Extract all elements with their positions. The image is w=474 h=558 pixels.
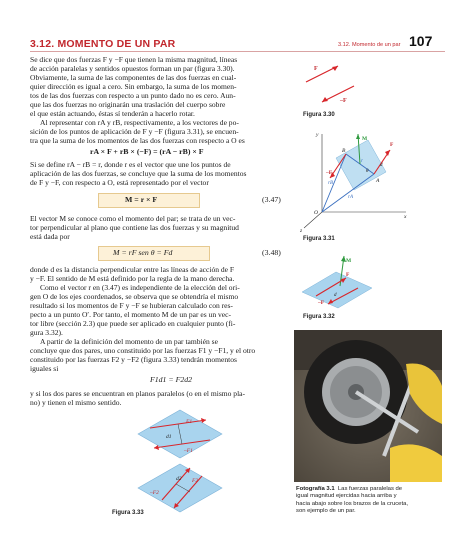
photo-caption-label: Fotografía 3.1 (296, 486, 335, 492)
label-f: F (346, 272, 350, 278)
body-line: A partir de la definición del momento de un par también se (40, 337, 218, 346)
body-line: de F y −F, con respecto a O, está representado por el vector (30, 178, 209, 187)
caption-figura-3-33: Figura 3.33 (112, 510, 144, 516)
body-line: gura 3.32). (30, 328, 63, 337)
body-line: y si los dos pares se encuentran en planos paralelos (o en el mismo pla- (30, 389, 246, 398)
equation-347: M = r × F (125, 195, 158, 204)
body-line: aplicación de las dos fuerzas, se concluye que la suma de los momentos (30, 169, 247, 178)
body-line: Se dice que dos fuerzas F y −F que tienen la misma magnitud, líneas (30, 55, 238, 64)
label-f: F (390, 142, 394, 148)
label-f: F (314, 66, 318, 72)
label-rb: rB (328, 181, 333, 186)
label-d: d (380, 163, 383, 168)
label-b: B (342, 148, 346, 154)
caption-figura-3-32: Figura 3.32 (303, 314, 335, 320)
body-line: constituido por las fuerzas F2 y −F2 (figura 3.33) tendrán momentos (30, 355, 237, 364)
equation-349: F1d1 = F2d2 (150, 375, 193, 384)
label-ra: rA (348, 195, 353, 200)
body-line: tos de las dos fuerzas con respecto a un punto dado no es cero. Aun- (30, 91, 236, 100)
label-f1: F1 (186, 419, 193, 425)
label-neg-f: –F (326, 170, 333, 176)
label-d1: d1 (166, 434, 172, 440)
body-line: está dada por (30, 232, 70, 241)
body-line: quier dirección es igual a cero. Sin embargo, la suma de los momen- (30, 82, 237, 91)
page-number: 107 (409, 33, 433, 49)
label-neg-f: –F (318, 300, 325, 306)
label-r: r (361, 159, 363, 164)
caption-figura-3-30: Figura 3.30 (303, 112, 335, 118)
body-line: tor perpendicular al plano que contiene las dos fuerzas y su magnitud (30, 223, 239, 232)
label-m: M (362, 136, 368, 142)
equation-number: (3.47) (262, 195, 281, 204)
origin-label: O (314, 210, 318, 216)
equation-sum-moments: rA × F + rB × (−F) = (rA − rB) × F (90, 147, 204, 156)
body-line: el que están actuando, éstas sí tenderán a hacerlo rotar. (30, 109, 195, 118)
label-d2: d2 (176, 476, 182, 482)
label-neg-f1: –F1 (184, 448, 193, 454)
figure-3-33 (110, 408, 290, 520)
label-f2: F2 (192, 478, 199, 484)
label-d: d (334, 293, 337, 298)
body-line: tra que la suma de los momentos de las dos fuerzas con respecto a O es (30, 136, 245, 145)
body-line: que las dos fuerzas no originarán una traslación del cuerpo sobre (30, 100, 226, 109)
section-title: 3.12. MOMENTO DE UN PAR (30, 38, 176, 50)
body-line: concluye que dos pares, uno constituido por las fuerzas F1 y −F1, y el otro (30, 346, 256, 355)
header-rule (30, 51, 445, 52)
arrowhead (385, 150, 390, 156)
running-head: 3.12. Momento de un par (338, 42, 401, 48)
photo-caption-line2: igual magnitud ejercidas hacia arriba y (296, 493, 397, 500)
photo-tire-wrench (294, 330, 442, 482)
body-line: iguales si (30, 364, 59, 373)
body-line: Si se define rA − rB = r, donde r es el vector que une los puntos de (30, 160, 231, 169)
label-neg-f: –F (340, 98, 347, 104)
figure-3-32 (296, 252, 378, 314)
body-line: Como el vector r en (3.47) es independiente de la elección del ori- (40, 283, 240, 292)
body-line: gen O de los ejes coordenados, se observa que se obtendría el mismo (30, 292, 239, 301)
figure-3-30 (300, 58, 360, 110)
body-line: y −F. El sentido de M está definido por la regla de la mano derecha. (30, 274, 235, 283)
photo-caption-line1: Las fuerzas paralelas de (337, 486, 403, 492)
label-m: M (346, 258, 352, 264)
photo-caption-line3: hacia abajo sobre los brazos de la cruceta, (296, 500, 408, 507)
body-line: tor libre (sección 2.3) que puede ser aplicado en cualquier punto (fi- (30, 319, 236, 328)
z-axis (304, 212, 322, 228)
body-line: de acción paralelas y sentidos opuestos forman un par (figura 3.30). (30, 64, 235, 73)
lower-plane (138, 464, 222, 512)
body-line: pecto a un punto O′. Por tanto, el momento M de un par es un vec- (30, 310, 231, 319)
axis-label-y: y (316, 132, 319, 138)
figure-3-31 (298, 128, 418, 234)
label-theta: θ (366, 169, 369, 174)
arrowhead (356, 134, 360, 139)
photo-caption (296, 486, 408, 515)
body-line: sición de los puntos de aplicación de F y −F (figura 3.31), se encuen- (30, 127, 239, 136)
equation-number: (3.48) (262, 248, 281, 257)
axis-label-x: x (404, 214, 407, 220)
body-line: Obviamente, la suma de las componentes de las dos fuerzas en cual- (30, 73, 237, 82)
body-line: El vector M se conoce como el momento del par; se trata de un vec- (30, 214, 236, 223)
body-line: resultado si los momentos de F y −F se hubieran calculado con res- (30, 301, 233, 310)
caption-figura-3-31: Figura 3.31 (303, 236, 335, 242)
plane (302, 272, 372, 308)
body-line: donde d es la distancia perpendicular entre las líneas de acción de F (30, 265, 235, 274)
body-line: Al representar con rA y rB, respectivamente, a los vectores de po- (40, 118, 239, 127)
label-neg-f2: –F2 (150, 490, 159, 496)
photo-caption-line4: son ejemplo de un par. (296, 507, 356, 514)
axis-label-z: z (300, 228, 303, 234)
body-line: no) y tienen el mismo sentido. (30, 398, 122, 407)
label-a: A (376, 178, 380, 184)
equation-348: M = rF sen θ = Fd (113, 248, 173, 257)
